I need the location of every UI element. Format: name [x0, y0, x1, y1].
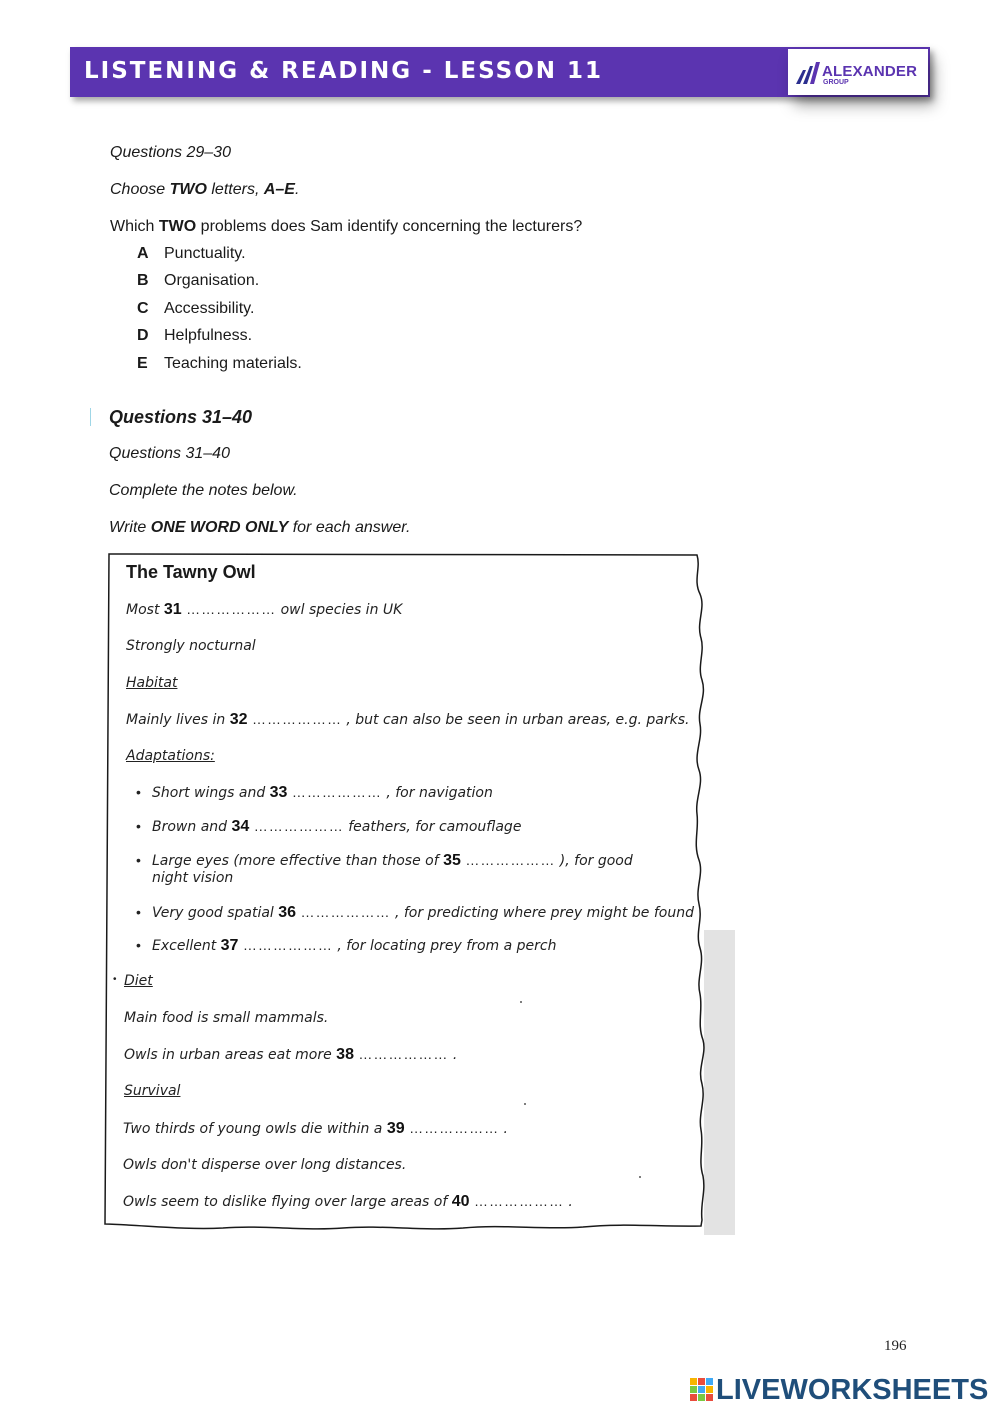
question-number-31: 31 — [163, 601, 182, 618]
page-title: LISTENING & READING - LESSON 11 — [84, 58, 604, 84]
scan-speck — [524, 1103, 526, 1105]
bullet-dot: • — [136, 784, 141, 800]
bullet-dot: • — [136, 852, 141, 868]
answer-gap-38[interactable]: ……………… — [358, 1046, 449, 1062]
option-letter: A — [137, 245, 149, 262]
answer-gap-39[interactable]: ……………… — [409, 1120, 500, 1136]
note-line-32: Mainly lives in 32 ……………… , but can also be seen in urban areas, e.g. parks. — [126, 711, 690, 728]
option-text: Organisation. — [164, 272, 260, 289]
answer-gap-33[interactable]: ……………… — [291, 784, 382, 800]
option-letter: C — [137, 300, 149, 317]
option-text: Accessibility. — [164, 300, 255, 317]
logo-subtitle: GROUP — [823, 79, 849, 86]
question-number-38: 38 — [336, 1046, 354, 1063]
q31-40-section-title: Questions 31–40 — [109, 407, 253, 427]
liveworksheets-logo-icon — [690, 1378, 714, 1402]
answer-gap-37[interactable]: ……………… — [242, 937, 333, 953]
question-number-32: 32 — [229, 711, 248, 728]
liveworksheets-wordmark: LIVEWORKSHEETS — [716, 1374, 989, 1406]
bullet-dot: • — [136, 904, 141, 920]
option-text: Punctuality. — [164, 245, 246, 262]
page-number: 196 — [884, 1338, 907, 1354]
option-text: Teaching materials. — [164, 355, 302, 372]
habitat-heading: Habitat — [126, 675, 178, 691]
scan-speck — [520, 1001, 522, 1003]
section-marker — [90, 408, 91, 426]
question-number-40: 40 — [451, 1193, 470, 1210]
bullet-dot: • — [113, 974, 117, 985]
answer-gap-34[interactable]: ……………… — [253, 818, 344, 834]
q29-30-instruction: Choose TWO letters, A–E. — [110, 181, 300, 198]
bullet-dot: • — [136, 818, 141, 834]
logo-mark-icon — [796, 62, 820, 84]
q31-40-instruction: Complete the notes below. — [109, 482, 298, 499]
q31-40-heading: Questions 31–40 — [109, 445, 230, 462]
option-text: Helpfulness. — [164, 327, 253, 344]
option-letter: B — [137, 272, 149, 289]
question-number-39: 39 — [386, 1120, 405, 1137]
answer-gap-35[interactable]: ……………… — [465, 852, 556, 868]
adaptations-heading: Adaptations: — [126, 748, 215, 764]
answer-gap-31[interactable]: ……………… — [186, 601, 277, 617]
diet-heading: Diet — [124, 973, 153, 989]
note-line-35-continued: night vision — [152, 870, 234, 886]
question-number-34: 34 — [231, 818, 250, 835]
q31-40-word-limit: Write ONE WORD ONLY for each answer. — [109, 519, 411, 536]
question-number-36: 36 — [278, 904, 297, 921]
note-line-food: Main food is small mammals. — [124, 1010, 329, 1026]
scan-speck — [639, 1176, 641, 1178]
note-line-39: Two thirds of young owls die within a 39 ……………… . — [123, 1120, 508, 1137]
note-line-31: Most 31 ……………… owl species in UK — [126, 601, 403, 618]
alexander-group-logo — [788, 49, 928, 95]
note-line-40: Owls seem to dislike flying over large areas of 40 ……………… . — [123, 1193, 573, 1210]
note-line-38: Owls in urban areas eat more 38 ……………… . — [124, 1046, 458, 1063]
answer-gap-36[interactable]: ……………… — [300, 904, 391, 920]
logo-name: ALEXANDER — [822, 63, 918, 80]
option-letter: E — [137, 355, 148, 372]
note-line-37: Excellent 37 ……………… , for locating prey from a perch — [152, 937, 557, 954]
answer-gap-40[interactable]: ……………… — [473, 1193, 564, 1209]
question-number-35: 35 — [443, 852, 461, 869]
q29-30-heading: Questions 29–30 — [110, 144, 231, 161]
q29-30-question: Which TWO problems does Sam identify concerning the lecturers? — [110, 218, 583, 235]
option-letter: D — [137, 327, 149, 344]
note-line-nocturnal: Strongly nocturnal — [126, 638, 256, 654]
note-line-35: Large eyes (more effective than those of 35 ……………… ), for good — [152, 852, 633, 869]
notes-title: The Tawny Owl — [126, 562, 256, 582]
note-line-disperse: Owls don't disperse over long distances. — [123, 1157, 407, 1173]
question-number-33: 33 — [269, 784, 288, 801]
note-line-33: Short wings and 33 ……………… , for navigation — [152, 784, 493, 801]
header-banner — [70, 47, 930, 97]
question-number-37: 37 — [220, 937, 239, 954]
answer-gap-32[interactable]: ……………… — [251, 711, 342, 727]
survival-heading: Survival — [124, 1083, 181, 1099]
note-line-36: Very good spatial 36 ……………… , for predicting where prey might be found — [152, 904, 694, 921]
bullet-dot: • — [136, 937, 141, 953]
note-line-34: Brown and 34 ……………… feathers, for camouflage — [152, 818, 522, 835]
